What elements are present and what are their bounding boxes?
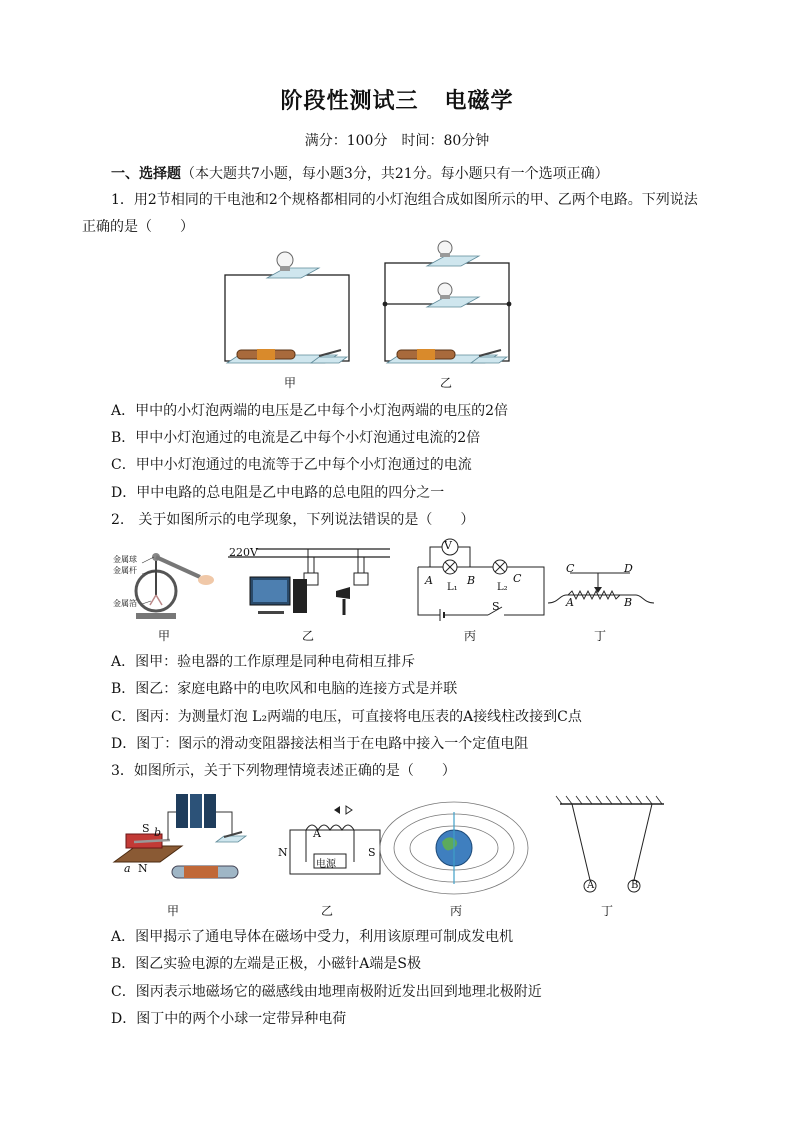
- q3-option-d: D．图丁中的两个小球一定带异种电荷: [111, 1011, 347, 1027]
- rod-b-label: b: [154, 826, 162, 839]
- q3-fig-label-bing: 丙: [449, 904, 462, 918]
- magnet-n-label: N: [138, 862, 148, 875]
- q1-circuit-yi: [383, 241, 512, 363]
- q2-fig-label-jia: 甲: [157, 629, 170, 643]
- power-source-label: 电源: [316, 859, 336, 870]
- ball-a-label: A: [587, 880, 595, 891]
- q2-option-a: A．图甲：验电器的工作原理是同种电荷相互排斥: [111, 654, 416, 670]
- q3-fig-label-jia: 甲: [166, 904, 179, 918]
- q1-option-b: B．甲中小灯泡通过的电流是乙中每个小灯泡通过电流的2倍: [111, 430, 481, 446]
- section-title: 一、选择题: [111, 166, 181, 182]
- q3-earth-field: [380, 802, 528, 894]
- voltage-label: 220V: [229, 546, 258, 559]
- electroscope-ball-label: 金属球: [113, 555, 137, 564]
- rheostat-d-label: D: [624, 562, 633, 575]
- q2-electroscope: [136, 553, 214, 619]
- q1-option-d: D．甲中电路的总电阻是乙中电路的总电阻的四分之一: [111, 485, 445, 501]
- q1-fig-label-yi: 乙: [439, 376, 452, 390]
- exam-time: 时间：80分钟: [401, 133, 490, 149]
- q3-figure: [108, 782, 668, 902]
- q3-option-c: C．图丙表示地磁场它的磁感线由地理南极附近发出回到地理北极附近: [111, 984, 542, 1000]
- q2-fig-label-yi: 乙: [301, 629, 314, 643]
- switch-s-label: S: [492, 600, 500, 613]
- q1-fig-label-jia: 甲: [283, 376, 296, 390]
- needle-a-label: A: [313, 827, 321, 840]
- q3-fig-label-ding: 丁: [600, 904, 613, 918]
- page-title: [0, 84, 794, 115]
- point-b-label: B: [467, 574, 476, 587]
- exam-meta: [0, 130, 794, 150]
- q1-stem-line1: 1．用2节相同的干电池和2个规格都相同的小灯泡组合成如图所示的甲、乙两个电路。下列说法: [111, 192, 698, 208]
- q2-stem: 2. 关于如图所示的电学现象，下列说法错误的是（ ）: [111, 512, 475, 528]
- q3-charged-balls: [556, 796, 664, 892]
- q2-fig-label-bing: 丙: [463, 629, 476, 643]
- q1-option-c: C．甲中小灯泡通过的电流等于乙中每个小灯泡通过的电流: [111, 457, 472, 473]
- solenoid-s-label: S: [368, 846, 376, 859]
- full-score: 满分：100分: [304, 133, 388, 149]
- lamp-l2-label: L₂: [497, 582, 508, 593]
- q2-option-b: B．图乙：家庭电路中的电吹风和电脑的连接方式是并联: [111, 681, 458, 697]
- q1-option-a: A．甲中的小灯泡两端的电压是乙中每个小灯泡两端的电压的2倍: [111, 403, 509, 419]
- title-main: 阶段性测试三: [280, 88, 419, 114]
- section-instructions: （本大题共7小题，每小题3分，共21分。每小题只有一个选项正确）: [181, 166, 609, 182]
- magnet-s-label: S: [142, 822, 150, 835]
- q3-stem: 3．如图所示，关于下列物理情境表述正确的是（ ）: [111, 763, 456, 779]
- lamp-l1-label: L₁: [447, 582, 458, 593]
- voltmeter-label: V: [444, 539, 452, 552]
- point-c-label: C: [513, 572, 522, 585]
- q1-stem-line2: 正确的是（ ）: [82, 219, 194, 235]
- rod-a-label: a: [124, 862, 131, 875]
- q2-rheostat: [548, 573, 654, 603]
- q3-option-b: B．图乙实验电源的左端是正极，小磁针A端是S极: [111, 956, 421, 972]
- rheostat-a-label: A: [566, 596, 574, 609]
- q3-fig-label-yi: 乙: [320, 904, 333, 918]
- electroscope-foil-label: 金属箔: [113, 599, 137, 608]
- q2-option-d: D．图丁：图示的滑动变阻器接法相当于在电路中接入一个定值电阻: [111, 736, 529, 752]
- q3-motor-experiment: [114, 794, 246, 878]
- section-heading: [111, 163, 609, 183]
- rheostat-c-label: C: [566, 562, 575, 575]
- q1-circuit-jia: [225, 252, 349, 363]
- q1-figure: [215, 240, 525, 372]
- solenoid-n-label: N: [278, 846, 288, 859]
- rheostat-b-label: B: [624, 596, 633, 609]
- point-a-label: A: [425, 574, 433, 587]
- q2-fig-label-ding: 丁: [593, 629, 606, 643]
- electroscope-rod-label: 金属杆: [113, 566, 137, 575]
- title-sub: 电磁学: [444, 88, 514, 114]
- q2-voltmeter-circuit: [418, 539, 544, 621]
- q2-figure: [108, 533, 668, 627]
- q3-option-a: A．图甲揭示了通电导体在磁场中受力，利用该原理可制成发电机: [111, 929, 514, 945]
- ball-b-label: B: [631, 880, 639, 891]
- q2-option-c: C．图丙：为测量灯泡 L₂两端的电压，可直接将电压表的A接线柱改接到C点: [111, 709, 582, 725]
